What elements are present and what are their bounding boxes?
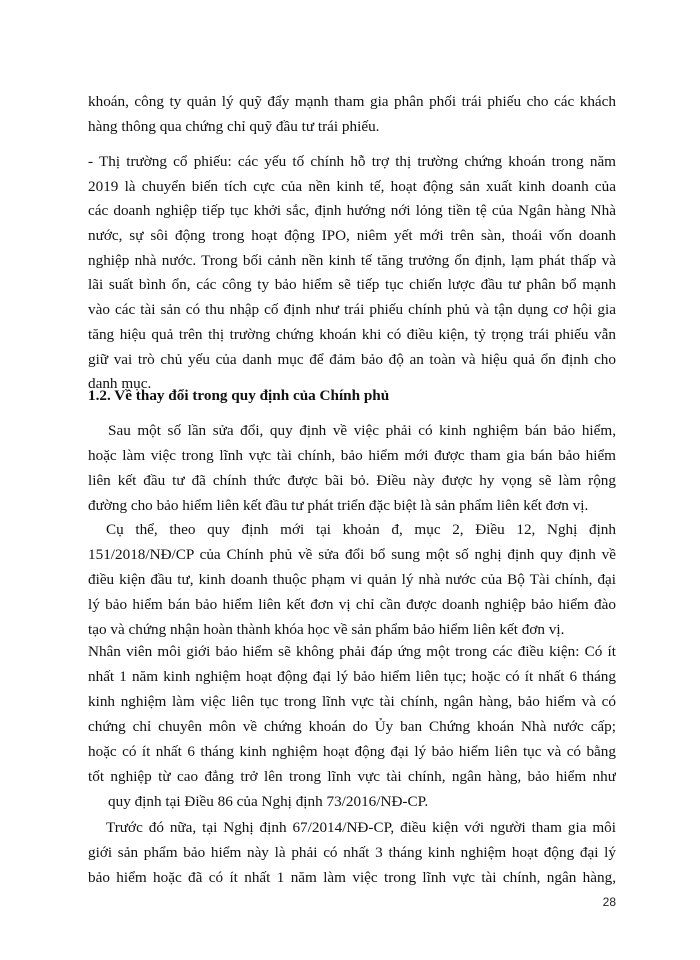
text-line: đường cho bảo hiểm liên kết đầu tư phát triển đặc biệt là sản phẩm liên kết đơn vị. — [88, 497, 589, 514]
text-line: 2019 là chuyển biến tích cực của nền kinh tế, hoạt động sản xuất kinh doanh của — [88, 178, 616, 195]
text-line: hoặc có ít nhất 6 tháng kinh nghiệm hoạt động đại lý bảo hiểm liên tục và có bằng — [88, 743, 616, 760]
text-line: Nhân viên môi giới bảo hiểm sẽ không phải đáp ứng một trong các điều kiện: Có ít — [88, 643, 616, 660]
text-line: nghiệp nhà nước. Trong bối cảnh nền kinh tế tăng trưởng ổn định, lạm phát thấp và — [88, 252, 616, 269]
text-line: vào các tài sản có thu nhập cố định như trái phiếu chính phủ và tận dụng cơ hội gia — [88, 301, 616, 318]
text-line: kinh nghiệm làm việc liên tục trong lĩnh vực tài chính, ngân hàng, bảo hiểm và có — [88, 693, 616, 710]
text-line: danh mục. — [88, 375, 152, 392]
text-line: chứng chỉ chuyên môn về chứng khoán do Ủy ban Chứng khoán Nhà nước cấp; — [88, 718, 616, 735]
text-line: nhất 1 năm kinh nghiệm hoạt động đại lý bảo hiểm liên tục; hoặc có ít nhất 6 tháng — [88, 668, 616, 685]
text-line: Trước đó nữa, tại Nghị định 67/2014/NĐ-CP, điều kiện với người tham gia môi — [106, 819, 616, 836]
text-line: tăng hiệu quả trên thị trường chứng khoán khi có điều kiện, tỷ trọng trái phiếu vẫn — [88, 326, 616, 343]
page-number: 28 — [602, 895, 616, 909]
section-heading: 1.2. Về thay đổi trong quy định của Chính phủ — [88, 387, 390, 404]
text-line: giới sản phẩm bảo hiểm này là phải có nhất 3 tháng kinh nghiệm hoạt động đại lý — [88, 844, 616, 861]
text-line: Cụ thể, theo quy định mới tại khoản đ, mục 2, Điều 12, Nghị định — [106, 521, 616, 538]
text-line: 151/2018/NĐ/CP của Chính phủ về sửa đổi bổ sung một số nghị định quy định về — [88, 546, 616, 563]
text-line: điều kiện đầu tư, kinh doanh thuộc phạm vi quản lý nhà nước của Bộ Tài chính, đại — [88, 571, 616, 588]
text-line: Sau một số lần sửa đổi, quy định về việc phải có kinh nghiệm bán bảo hiểm, — [108, 422, 616, 439]
text-line: hoặc làm việc trong lĩnh vực tài chính, bảo hiểm mới được tham gia bán bảo hiểm — [88, 447, 616, 464]
text-line: lãi suất bình ổn, các công ty bảo hiểm sẽ tiếp tục chiến lược đầu tư phân bổ mạnh — [88, 276, 616, 293]
text-line: hàng thông qua chứng chỉ quỹ đầu tư trái phiếu. — [88, 118, 380, 135]
text-line: quy định tại Điều 86 của Nghị định 73/2016/NĐ-CP. — [108, 793, 429, 810]
text-line: tạo và chứng nhận hoàn thành khóa học về sản phẩm bảo hiểm liên kết đơn vị. — [88, 621, 565, 638]
text-line: tốt nghiệp từ cao đẳng trở lên trong lĩnh vực tài chính, ngân hàng, bảo hiểm như — [88, 768, 616, 785]
text-line: bảo hiểm hoặc đã có ít nhất 1 năm làm việc trong lĩnh vực tài chính, ngân hàng, — [88, 869, 616, 886]
text-line: - Thị trường cổ phiếu: các yếu tố chính hỗ trợ thị trường chứng khoán trong năm — [88, 153, 616, 170]
text-line: nước, sự sôi động trong hoạt động IPO, niêm yết mới trên sàn, thoái vốn doanh — [88, 227, 616, 244]
text-line: liên kết đầu tư đã chính thức được bãi bỏ. Điều này được hy vọng sẽ làm rộng — [88, 472, 616, 489]
text-line: các doanh nghiệp tiếp tục khởi sắc, định hướng nới lỏng tiền tệ của Ngân hàng Nhà — [88, 202, 616, 219]
text-line: giữ vai trò chủ yếu của danh mục để đảm bảo độ an toàn và hiệu quả ổn định cho — [88, 351, 616, 368]
text-line: khoán, công ty quản lý quỹ đẩy mạnh tham gia phân phối trái phiếu cho các khách — [88, 93, 616, 110]
text-line: lý bảo hiểm bán bảo hiểm liên kết đơn vị chỉ cần được doanh nghiệp bảo hiểm đào — [88, 596, 616, 613]
